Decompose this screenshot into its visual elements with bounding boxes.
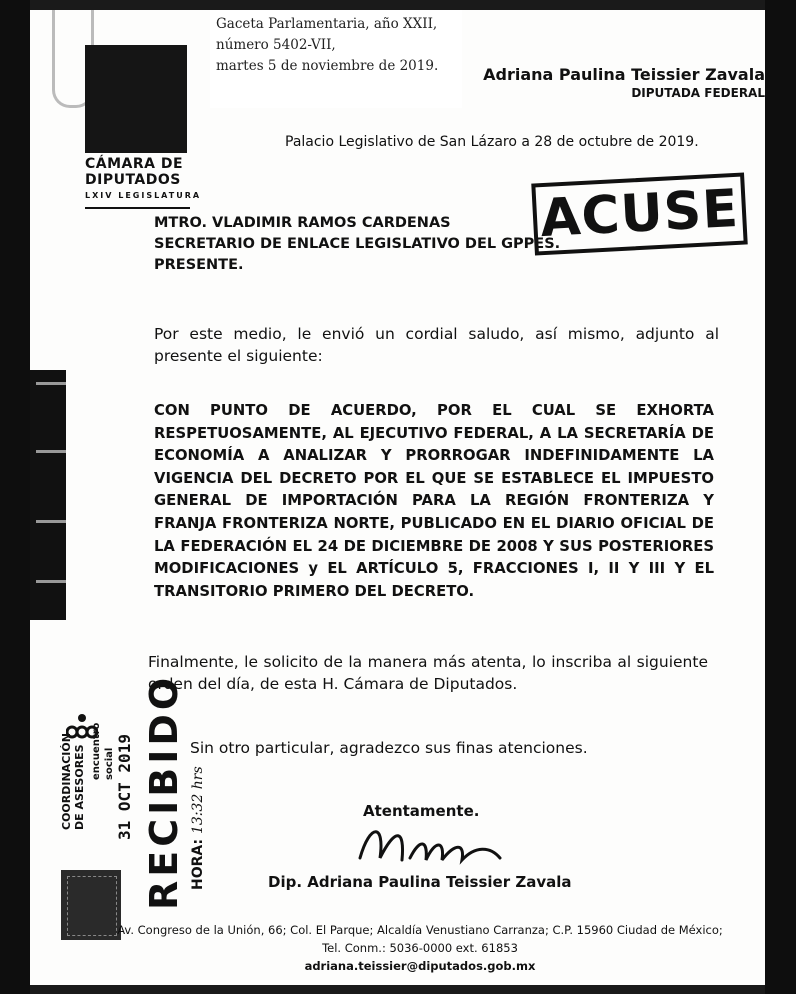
closing: Atentamente. [363,802,480,820]
body-paragraph-punto-acuerdo: CON PUNTO DE ACUERDO, POR EL CUAL SE EXHORTA RESPETUOSAMENTE, AL EJECUTIVO FEDERAL, A LA SECRETARÍA DE ECONOMÍA A ANALIZAR Y PRORROGAR INDEFINIDAMENTE LA VIGENCIA DEL DECRETO POR EL QUE SE ESTABLECE EL IMPUESTO GENERAL DE IMPORTACIÓN PARA LA REGIÓN FRONTERIZA Y FRANJA FRONTERIZA NORTE, PUBLICADO EN EL DIARIO OFICIAL DE LA FEDERACIÓN EL 24 DE DICIEMBRE DE 2008 Y SUS POSTERIORES MODIFICACIONES y EL ARTÍCULO 5, FRACCIONES I, II Y III Y EL TRANSITORIO PRIMERO DEL DECRETO. [154,402,714,600]
footer-address: Av. Congreso de la Unión, 66; Col. El Parque; Alcaldía Venustiano Carranza; C.P. 15960 Ciudad de México; [117,923,723,937]
camara-logo-text [85,156,201,204]
sender-name: Adriana Paulina Teissier Zavala [483,65,765,84]
encuentro-social-text [90,580,116,780]
camara-legislatura: LXIV LEGISLATURA [85,191,202,200]
gaceta-line-1: Gaceta Parlamentaria, año XXII, [216,16,438,32]
handwritten-signature [350,818,525,868]
body-paragraph-intro: Por este medio, le envió un cordial saludo, así mismo, adjunto al presente el siguiente: [154,325,719,365]
logo-underline [85,207,190,209]
stamp-social: social [104,747,115,780]
gaceta-line-2: número 5402-VII, [216,37,336,53]
footer-email: adriana.teissier@diputados.gob.mx [304,959,536,973]
letter-page [30,10,765,985]
binder-strip [30,370,66,620]
scan-left-edge [0,0,30,994]
body-paragraph-request: Finalmente, le solicito de la manera más atenta, lo inscriba al siguiente orden del día, de esta H. Cámara de Diputados. [148,653,708,693]
hora-value: 13:32 hrs [190,766,206,835]
sender-header [483,65,765,100]
gaceta-label [210,10,462,108]
acuse-stamp: ACUSE [531,172,747,255]
letter-date: Palacio Legislativo de San Lázaro a 28 de octubre de 2019. [285,134,699,150]
recibido-stamp: RECIBIDO [142,673,186,910]
sender-role: DIPUTADA FEDERAL [631,86,765,100]
stamp-date: 31 OCT 2019 [115,734,134,840]
letter-footer [90,921,750,975]
camara-logo-redacted [85,45,187,153]
addressee-name: MTRO. VLADIMIR RAMOS CARDENAS [154,215,451,231]
addressee-presente: PRESENTE. [154,257,244,273]
stamp-asesores: DE ASESORES [73,744,86,830]
gaceta-line-3: martes 5 de noviembre de 2019. [216,58,439,74]
body-paragraph-thanks: Sin otro particular, agradezco sus finas atenciones. [190,739,588,757]
scan-right-edge [765,0,796,994]
addressee [154,213,560,276]
footer-phone: Tel. Conm.: 5036-0000 ext. 61853 [322,941,518,955]
addressee-title: SECRETARIO DE ENLACE LEGISLATIVO DEL GPPES. [154,236,561,252]
hora-label: HORA: [190,838,206,890]
camara-line-1: CÁMARA DE [85,156,184,172]
stamp-encuentro: encuentro [91,722,102,780]
signer-name: Dip. Adriana Paulina Teissier Zavala [268,873,572,891]
stamp-coordinacion: COORDINACIÓN [60,733,73,830]
camara-line-2: DIPUTADOS [85,172,181,188]
coordinacion-stamp-text [60,630,86,830]
recibido-hora [190,766,206,890]
